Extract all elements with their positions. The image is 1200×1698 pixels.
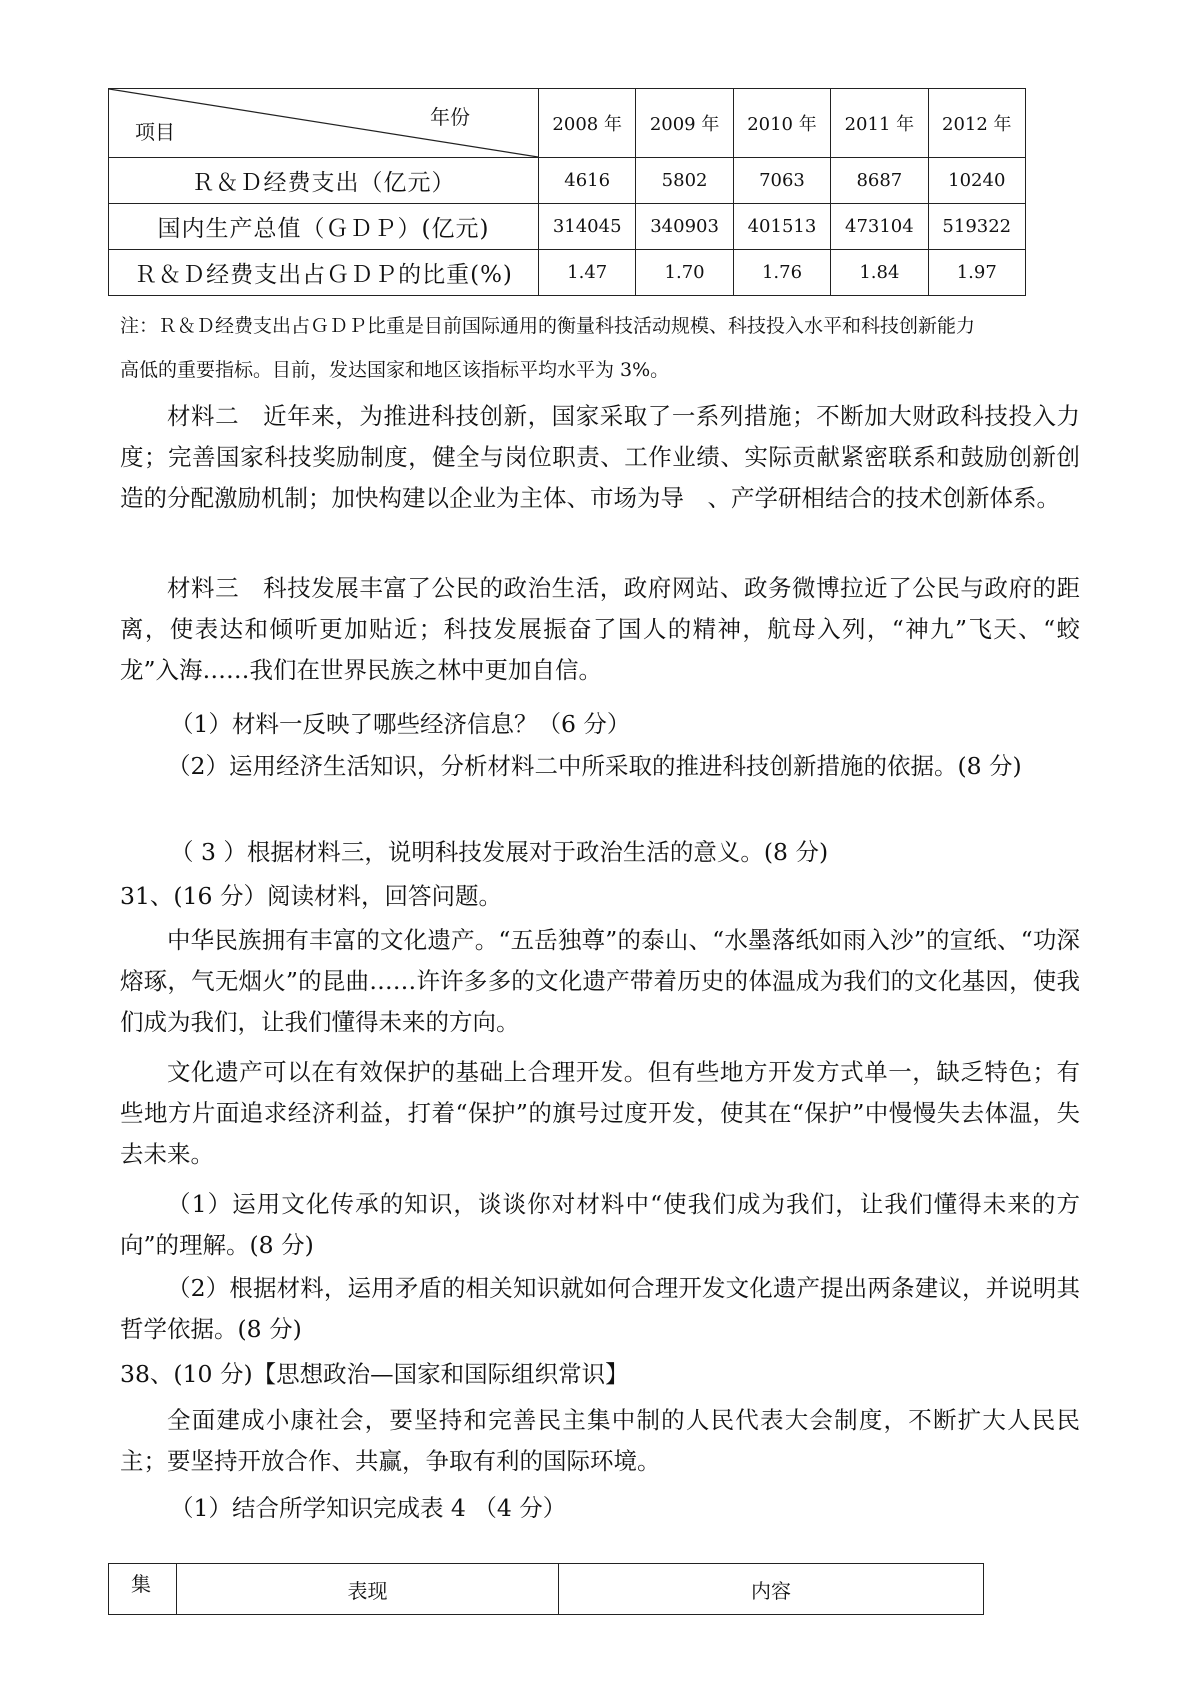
table-cell: 519322 <box>928 204 1025 250</box>
rd-expenditure-table <box>108 88 1026 296</box>
table-cell: 1.70 <box>636 250 733 296</box>
row-label: Ｒ＆Ｄ经费支出（亿元） <box>109 158 539 204</box>
table-cell: 401513 <box>733 204 830 250</box>
question-30-3: （ 3 ）根据材料三，说明科技发展对于政治生活的意义。(8 分) <box>170 838 829 866</box>
material-three: 材料三 科技发展丰富了公民的政治生活，政府网站、政务微博拉近了公民与政府的距离，使表达和倾听更加贴近；科技发展振奋了国人的精神，航母入列，“神九”飞天、“蛟龙”入海……我们在世界民族之林中更加自信。 <box>120 574 1080 684</box>
question-30-1: （1）材料一反映了哪些经济信息？（6 分） <box>170 710 631 738</box>
table-cell: 340903 <box>636 204 733 250</box>
year-header: 2011 年 <box>831 89 928 158</box>
table-header-row <box>109 89 1026 158</box>
year-header: 2010 年 <box>733 89 830 158</box>
diagonal-header-cell <box>109 89 539 158</box>
table-cell: 1.76 <box>733 250 830 296</box>
year-header: 2009 年 <box>636 89 733 158</box>
table4-col1-header: 集 <box>109 1564 177 1615</box>
question-30-2: （2）运用经济生活知识，分析材料二中所采取的推进科技创新措施的依据。(8 分) <box>167 752 1022 780</box>
table4-col3-header: 内容 <box>559 1564 984 1615</box>
question-31-material-2: 文化遗产可以在有效保护的基础上合理开发。但有些地方开发方式单一，缺乏特色；有些地方片面追求经济利益，打着“保护”的旗号过度开发，使其在“保护”中慢慢失去体温，失去未来。 <box>120 1058 1080 1168</box>
table-cell: 1.97 <box>928 250 1025 296</box>
table-cell: 4616 <box>539 158 636 204</box>
table-cell: 8687 <box>831 158 928 204</box>
table-header-row <box>109 1564 984 1615</box>
question-31-sub-1: （1）运用文化传承的知识，谈谈你对材料中“使我们成为我们，让我们懂得未来的方向”的理解。(8 分) <box>120 1190 1080 1259</box>
row-label: 国内生产总值（ＧＤＰ）(亿元) <box>109 204 539 250</box>
table-cell: 10240 <box>928 158 1025 204</box>
table4-col2-header: 表现 <box>177 1564 559 1615</box>
question-38-heading: 38、(10 分)【思想政治—国家和国际组织常识】 <box>120 1360 629 1388</box>
table-cell: 473104 <box>831 204 928 250</box>
corner-item-label: 项目 <box>135 120 175 144</box>
table-cell: 1.47 <box>539 250 636 296</box>
table-cell: 314045 <box>539 204 636 250</box>
question-31-sub-2: （2）根据材料，运用矛盾的相关知识就如何合理开发文化遗产提出两条建议，并说明其哲学依据。(8 分) <box>120 1274 1080 1343</box>
question-38-sub-1: （1）结合所学知识完成表 4 （4 分） <box>170 1494 567 1522</box>
table-row <box>109 250 1026 296</box>
table-cell: 7063 <box>733 158 830 204</box>
question-38-material: 全面建成小康社会，要坚持和完善民主集中制的人民代表大会制度，不断扩大人民民主；要坚持开放合作、共赢，争取有利的国际环境。 <box>120 1406 1080 1475</box>
table-note-line2: 高低的重要指标。目前，发达国家和地区该指标平均水平为 3%。 <box>120 359 670 381</box>
table-cell: 5802 <box>636 158 733 204</box>
table-row <box>109 158 1026 204</box>
table-note-line1: 注：Ｒ＆Ｄ经费支出占ＧＤＰ比重是目前国际通用的衡量科技活动规模、科技投入水平和科技创新能力 <box>120 315 976 337</box>
row-label: Ｒ＆Ｄ经费支出占ＧＤＰ的比重(%) <box>109 250 539 296</box>
table-cell: 1.84 <box>831 250 928 296</box>
table-row <box>109 204 1026 250</box>
question-31-heading: 31、(16 分）阅读材料，回答问题。 <box>120 882 502 910</box>
year-header: 2012 年 <box>928 89 1025 158</box>
question-31-material-1: 中华民族拥有丰富的文化遗产。“五岳独尊”的泰山、“水墨落纸如雨入沙”的宣纸、“功深熔琢，气无烟火”的昆曲……许许多多的文化遗产带着历史的体温成为我们的文化基因，使我们成为我们，让我们懂得未来的方向。 <box>120 926 1080 1036</box>
corner-year-label: 年份 <box>430 105 470 129</box>
material-two: 材料二 近年来，为推进科技创新，国家采取了一系列措施；不断加大财政科技投入力度；完善国家科技奖励制度，健全与岗位职责、工作业绩、实际贡献紧密联系和鼓励创新创造的分配激励机制；加快构建以企业为主体、市场为导 、产学研相结合的技术创新体系。 <box>120 402 1080 512</box>
year-header: 2008 年 <box>539 89 636 158</box>
table-4 <box>108 1563 984 1615</box>
